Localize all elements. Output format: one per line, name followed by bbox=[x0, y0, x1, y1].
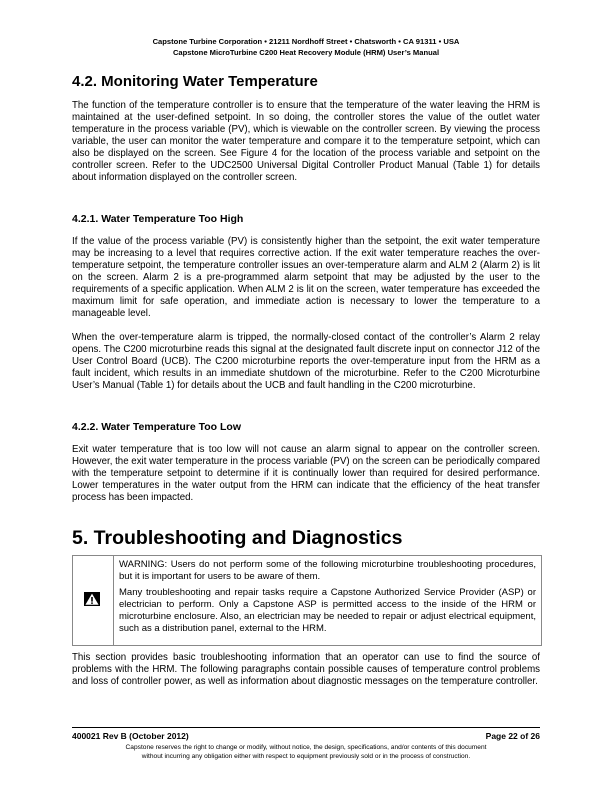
section-5-heading: 5. Troubleshooting and Diagnostics bbox=[72, 527, 403, 549]
section-4-2-2-heading: 4.2.2. Water Temperature Too Low bbox=[72, 421, 242, 433]
warning-paragraph-2: Many troubleshooting and repair tasks require a Capstone Authorized Service Provider (ASP) or electrician to perform. Only a Capstone ASP is permitted access to the inside of the HRM or microturbine enclosure. Also, an electrician may be needed to repair or adjust electrical equipment, such as a distribution panel, external to the HRM. bbox=[119, 587, 536, 634]
section-5-paragraph: This section provides basic troubleshooting information that an operator can use to find the source of problems with the HRM. The following paragraphs contain possible causes of temperature control problems and loss of controller power, as well as information about diagnostic messages on the temperature controller. bbox=[72, 652, 540, 687]
warning-box bbox=[72, 555, 542, 646]
section-4-2-1-paragraph-1: If the value of the process variable (PV) is consistently higher than the setpoint, the exit water temperature may be increasing to a level that requires corrective action. If the exit water temperature reaches the over-temperature setpoint, the temperature controller issues an over-temperature alarm and ALM 2 (Alarm 2) is lit on the screen. Alarm 2 is a pre-programmed alarm setpoint that may be adjusted by the user to the requirements of a specific application. When ALM 2 is lit on the screen, water temperature has exceeded the maximum limit for safe operation, and immediate action is necessary to lower the temperature to a manageable level. bbox=[72, 236, 540, 319]
section-4-2-2-paragraph: Exit water temperature that is too low will not cause an alarm signal to appear on the controller screen. However, the exit water temperature in the process variable (PV) on the screen can be periodically compared with the temperature setpoint to determine if it is continually lower than required for desired performance. Lower temperatures in the water output from the HRM can indicate that the efficiency of the heat transfer process has been impacted. bbox=[72, 444, 540, 503]
section-4-2-1-paragraph-2: When the over-temperature alarm is tripped, the normally-closed contact of the controller’s Alarm 2 relay opens. The C200 microturbine reads this signal at the designated fault discrete input on connector J12 of the User Control Board (UCB). The C200 microturbine reports the over-temperature input from the HRM as a fault incident, which results in an immediate shutdown of the microturbine. Refer to the C200 Microturbine User’s Manual (Table 1) for details about the UCB and fault handling in the C200 microturbine. bbox=[72, 332, 540, 391]
footer-disclaimer-line-2: without incurring any obligation either with respect to equipment previously sold or in the process of construction. bbox=[141, 753, 471, 760]
page-header bbox=[60, 37, 552, 58]
footer-divider bbox=[72, 727, 540, 728]
warning-triangle-icon bbox=[84, 592, 100, 606]
footer-page-number: Page 22 of 26 bbox=[485, 731, 540, 741]
section-4-2-paragraph: The function of the temperature controller is to ensure that the temperature of the water leaving the HRM is maintained at the user-defined setpoint. In so doing, the controller stores the value of the outlet water temperature in the process variable (PV), which is viewable on the controller screen. By viewing the process variable, the user can monitor the water temperature and compare it to the temperature setpoint, which can also be displayed on the screen. See Figure 4 for the location of the process variable and setpoint on the controller screen. Refer to the UDC2500 Universal Digital Controller Product Manual (Table 1) for details about information displayed on the controller screen. bbox=[72, 100, 540, 183]
header-company-line: Capstone Turbine Corporation • 21211 Nordhoff Street • Chatsworth • CA 91311 • USA bbox=[152, 37, 460, 46]
footer-disclaimer bbox=[72, 743, 540, 761]
footer-disclaimer-line-1: Capstone reserves the right to change or modify, without notice, the design, specifications, and/or contents of this document bbox=[125, 744, 487, 751]
section-4-2-heading: 4.2. Monitoring Water Temperature bbox=[72, 73, 318, 90]
warning-text bbox=[119, 559, 536, 639]
footer-doc-id: 400021 Rev B (October 2012) bbox=[72, 731, 189, 741]
section-4-2-1-heading: 4.2.1. Water Temperature Too High bbox=[72, 213, 244, 225]
header-manual-title: Capstone MicroTurbine C200 Heat Recovery Module (HRM) User’s Manual bbox=[172, 47, 440, 57]
warning-paragraph-1: WARNING: Users do not perform some of the following microturbine troubleshooting procedures, but it is important for users to be aware of them. bbox=[119, 559, 536, 582]
warning-icon-cell bbox=[73, 556, 114, 645]
